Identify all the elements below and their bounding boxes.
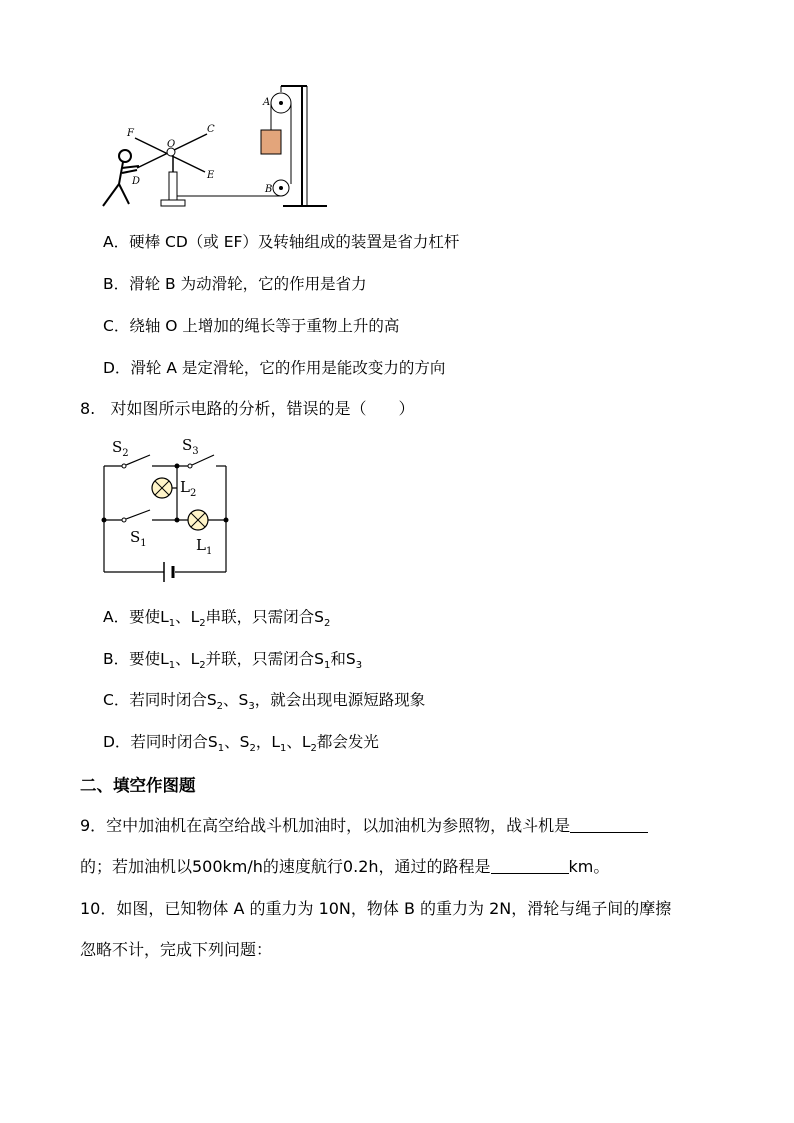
label-a: A [263,97,271,108]
label-e: E [207,170,215,181]
q10-line1: 10．如图，已知物体 A 的重力为 10N，物体 B 的重力为 2N，滑轮与绳子间的摩擦 [80,899,672,918]
q8-option-b: B．要使$L_1$、$L_2$并联，只需闭合$S_1$和$S_3$ [103,650,363,672]
q7-option-a: A．硬棒 CD（或 EF）及转轴组成的装置是省力杠杆 [103,233,460,251]
label-b: B [265,184,273,195]
winch-pulley-figure [95,80,335,215]
q8-option-c: C．若同时闭合$S_2$、$S_3$，就会出现电源短路现象 [103,691,426,713]
q8-stem [80,397,415,421]
section-heading: 二、填空作图题 [80,776,196,795]
label-f: F [127,128,134,139]
circuit-diagram [96,430,236,590]
q8-text: 对如图所示电路的分析，错误的是（ ） [110,399,415,418]
label-l2: $L_2$ [180,478,197,499]
q9-line2: 的；若加油机以500km/h的速度航行0.2h，通过的路程是 km。 [80,857,610,876]
q8-option-a: A．要使$L_1$、$L_2$串联，只需闭合$S_2$ [103,608,331,630]
label-s1: $S_1$ [130,528,147,549]
label-d: D [132,176,141,187]
label-l1: $L_1$ [196,536,213,557]
label-c: C [207,124,215,135]
label-s3: $S_3$ [182,436,199,457]
label-s2: $S_2$ [112,438,129,459]
q7-option-c: C．绕轴 O 上增加的绳长等于重物上升的高 [103,317,400,335]
q7-option-d: D．滑轮 A 是定滑轮，它的作用是能改变力的方向 [103,359,446,377]
q8-number: 8. [80,399,96,418]
q9-blank-2 [491,855,569,874]
q7-option-b: B．滑轮 B 为动滑轮，它的作用是省力 [103,275,367,293]
q10-line2: 忽略不计，完成下列问题： [80,940,273,959]
q9-line1: 9．空中加油机在高空给战斗机加油时，以加油机为参照物，战斗机是 [80,814,648,838]
label-o: O [167,139,176,150]
q9-blank-1 [570,814,648,833]
q8-option-d: D．若同时闭合$S_1$、$S_2$，$L_1$、$L_2$都会发光 [103,733,379,755]
